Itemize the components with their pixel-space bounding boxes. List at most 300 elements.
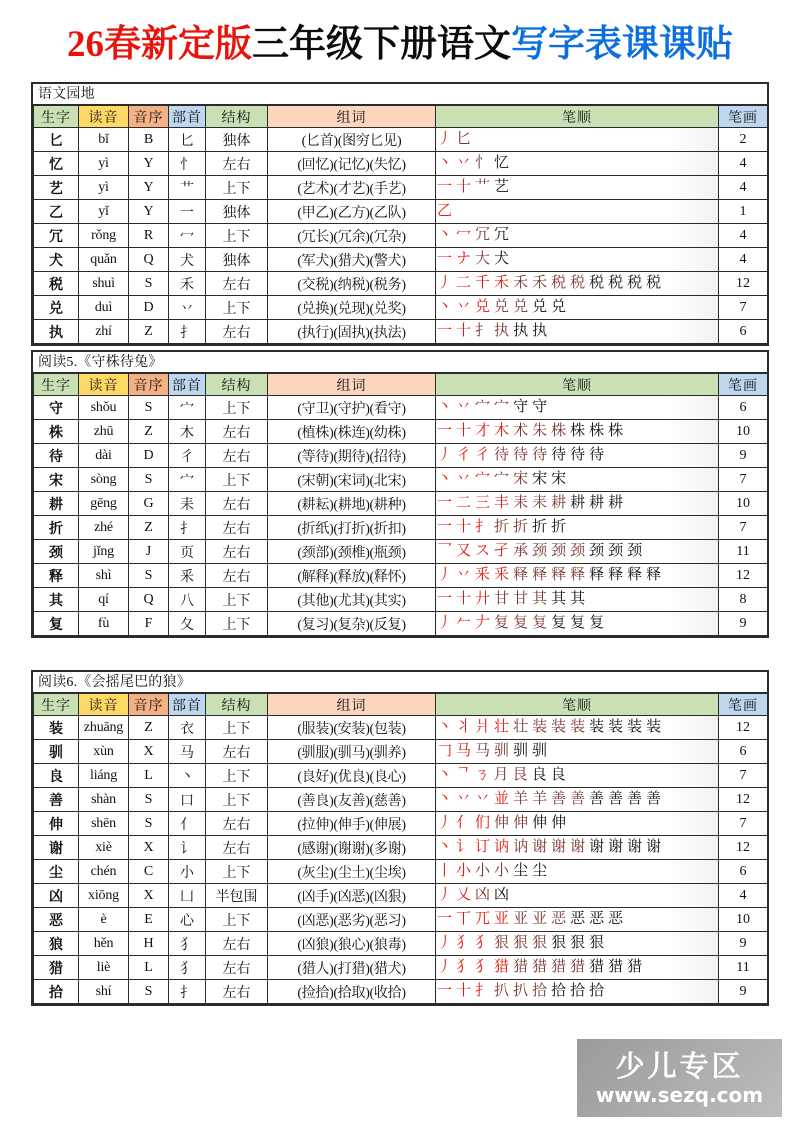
stroke-step: 待	[570, 447, 586, 463]
cell-words: (冗长)(冗余)(冗杂)	[268, 224, 436, 248]
cell-character: 匕	[34, 128, 79, 152]
cell-pinyin: zhū	[79, 420, 129, 444]
cell-stroke-count: 7	[719, 468, 768, 492]
stroke-step: 伸	[494, 815, 510, 831]
table-row	[34, 860, 768, 884]
stroke-step: 拾	[589, 983, 605, 999]
cell-character: 艺	[34, 176, 79, 200]
cell-words: (凶手)(凶恶)(凶狠)	[268, 884, 436, 908]
cell-stroke-order	[436, 812, 719, 836]
page-title	[0, 24, 800, 66]
table-header-row	[34, 106, 768, 128]
cell-initial: Z	[129, 516, 169, 540]
cell-stroke-count: 4	[719, 176, 768, 200]
stroke-step: 猎	[627, 959, 643, 975]
column-header-radical: 部首	[169, 694, 206, 716]
stroke-step: 兑	[551, 299, 567, 315]
stroke-step: 丷	[475, 791, 491, 807]
cell-words: (军犬)(猎犬)(警犬)	[268, 248, 436, 272]
cell-stroke-order	[436, 320, 719, 344]
section-reading-6	[31, 670, 769, 1006]
stroke-step: 善	[608, 791, 624, 807]
cell-stroke-count: 4	[719, 152, 768, 176]
stroke-step: 犭	[475, 959, 491, 975]
stroke-step: 丿	[437, 959, 453, 975]
stroke-step: 丿	[437, 935, 453, 951]
stroke-step: 株	[608, 423, 624, 439]
cell-stroke-order	[436, 588, 719, 612]
stroke-step: 十	[456, 983, 472, 999]
cell-stroke-count: 4	[719, 224, 768, 248]
cell-stroke-order	[436, 980, 719, 1004]
stroke-step: 善	[570, 791, 586, 807]
cell-structure: 左右	[206, 420, 268, 444]
stroke-step: 羊	[513, 791, 529, 807]
cell-radical: 禾	[169, 272, 206, 296]
stroke-step: 马	[456, 743, 472, 759]
table-body	[34, 128, 768, 344]
stroke-step: 丰	[494, 495, 510, 511]
stroke-step: ㄋ	[474, 767, 490, 783]
cell-initial: H	[129, 932, 169, 956]
stroke-step: 待	[532, 447, 548, 463]
cell-structure: 上下	[206, 396, 268, 420]
cell-character: 狼	[34, 932, 79, 956]
cell-words: (灰尘)(尘土)(尘埃)	[268, 860, 436, 884]
section-title: 阅读5.《守株待兔》	[33, 352, 767, 373]
stroke-step: 扒	[494, 983, 510, 999]
cell-words: (服装)(安装)(包装)	[268, 716, 436, 740]
cell-structure: 左右	[206, 740, 268, 764]
stroke-step: 扌	[475, 983, 491, 999]
cell-structure: 左右	[206, 540, 268, 564]
stroke-step: ᄀ	[456, 767, 471, 783]
column-header-pinyin: 读音	[79, 374, 129, 396]
stroke-step: 订	[475, 839, 491, 855]
stroke-step: 丷	[456, 567, 472, 583]
stroke-step: 株	[551, 423, 567, 439]
section-yuwenyuandi	[31, 82, 769, 346]
stroke-step: 耒	[513, 495, 529, 511]
cell-character: 乙	[34, 200, 79, 224]
cell-words: (执行)(固执)(执法)	[268, 320, 436, 344]
cell-character: 拾	[34, 980, 79, 1004]
cell-initial: S	[129, 980, 169, 1004]
cell-words: (艺术)(才艺)(手艺)	[268, 176, 436, 200]
cell-structure: 独体	[206, 200, 268, 224]
stroke-step: 谢	[551, 839, 567, 855]
cell-pinyin: jǐng	[79, 540, 129, 564]
table-body	[34, 716, 768, 1004]
cell-stroke-order	[436, 444, 719, 468]
cell-stroke-count: 9	[719, 612, 768, 636]
stroke-step: 宀	[475, 471, 491, 487]
stroke-step: 猎	[589, 959, 605, 975]
stroke-step: 二	[456, 275, 472, 291]
cell-radical: 扌	[169, 320, 206, 344]
cell-structure: 左右	[206, 516, 268, 540]
table-row	[34, 740, 768, 764]
stroke-step: 宋	[551, 471, 567, 487]
cell-words: (颈部)(颈椎)(瓶颈)	[268, 540, 436, 564]
cell-pinyin: rǒng	[79, 224, 129, 248]
stroke-step: 复	[589, 615, 605, 631]
cell-stroke-order	[436, 540, 719, 564]
stroke-step: 装	[570, 719, 586, 735]
stroke-step: 待	[551, 447, 567, 463]
stroke-step: 亚	[532, 911, 548, 927]
cell-stroke-order	[436, 176, 719, 200]
stroke-step: 月	[493, 767, 509, 783]
table-row	[34, 296, 768, 320]
stroke-step: 𠂇	[475, 615, 491, 631]
table-row	[34, 540, 768, 564]
character-table	[33, 105, 768, 344]
stroke-step: 丿	[437, 131, 453, 147]
stroke-step: 一	[437, 323, 453, 339]
stroke-step: 壮	[494, 719, 510, 735]
stroke-step: 艹	[475, 179, 491, 195]
cell-stroke-order	[436, 516, 719, 540]
cell-stroke-order	[436, 908, 719, 932]
cell-stroke-count: 2	[719, 128, 768, 152]
cell-structure: 上下	[206, 224, 268, 248]
cell-stroke-count: 9	[719, 444, 768, 468]
cell-words: (植株)(株连)(幼株)	[268, 420, 436, 444]
cell-radical: 扌	[169, 516, 206, 540]
stroke-step: 爿	[475, 719, 491, 735]
stroke-step: 丿	[437, 447, 453, 463]
stroke-step: 才	[475, 423, 491, 439]
stroke-step: 恶	[551, 911, 567, 927]
stroke-step: 兑	[513, 299, 529, 315]
stroke-step: 又	[456, 543, 472, 559]
cell-character: 其	[34, 588, 79, 612]
cell-character: 恶	[34, 908, 79, 932]
cell-words: (感谢)(谢谢)(多谢)	[268, 836, 436, 860]
stroke-step: 乂	[456, 887, 472, 903]
stroke-step: 甘	[494, 591, 510, 607]
cell-pinyin: zhí	[79, 320, 129, 344]
stroke-step: 待	[589, 447, 605, 463]
stroke-step: 株	[570, 423, 586, 439]
stroke-step: 善	[646, 791, 662, 807]
stroke-step: 折	[513, 519, 529, 535]
cell-radical: 忄	[169, 152, 206, 176]
stroke-step: 禾	[532, 275, 548, 291]
cell-initial: Y	[129, 176, 169, 200]
stroke-step: 並	[494, 791, 510, 807]
stroke-step: 丶	[437, 227, 453, 243]
stroke-step: 复	[551, 615, 567, 631]
stroke-step: 谢	[608, 839, 624, 855]
column-header-initial: 音序	[129, 106, 169, 128]
cell-structure: 左右	[206, 932, 268, 956]
cell-stroke-order	[436, 932, 719, 956]
cell-character: 守	[34, 396, 79, 420]
stroke-step: 丶	[437, 791, 453, 807]
cell-radical: 八	[169, 588, 206, 612]
title-segment-blue: 写字表课课贴	[511, 24, 733, 65]
cell-stroke-order	[436, 492, 719, 516]
stroke-step: 宀	[494, 399, 510, 415]
cell-character: 释	[34, 564, 79, 588]
cell-structure: 上下	[206, 716, 268, 740]
stroke-step: 守	[513, 399, 529, 415]
cell-pinyin: quǎn	[79, 248, 129, 272]
stroke-step: 丿	[437, 567, 453, 583]
stroke-step: 税	[627, 275, 643, 291]
stroke-step: 颈	[608, 543, 624, 559]
stroke-step: 恶	[608, 911, 624, 927]
cell-initial: E	[129, 908, 169, 932]
cell-pinyin: shì	[79, 564, 129, 588]
cell-initial: Q	[129, 588, 169, 612]
cell-structure: 上下	[206, 588, 268, 612]
stroke-step: 扒	[513, 983, 529, 999]
cell-words: (等待)(期待)(招待)	[268, 444, 436, 468]
cell-words: (甲乙)(乙方)(乙队)	[268, 200, 436, 224]
cell-character: 凶	[34, 884, 79, 908]
cell-pinyin: bǐ	[79, 128, 129, 152]
cell-character: 伸	[34, 812, 79, 836]
cell-stroke-count: 12	[719, 272, 768, 296]
stroke-step: 谢	[646, 839, 662, 855]
cell-stroke-order	[436, 716, 719, 740]
stroke-step: 兀	[475, 911, 491, 927]
cell-words: (其他)(尤其)(其实)	[268, 588, 436, 612]
cell-initial: Z	[129, 716, 169, 740]
cell-stroke-order	[436, 272, 719, 296]
stroke-step: 十	[456, 591, 472, 607]
cell-words: (捡拾)(拾取)(收拾)	[268, 980, 436, 1004]
cell-stroke-count: 4	[719, 884, 768, 908]
cell-stroke-count: 6	[719, 320, 768, 344]
stroke-step: 𠃌	[437, 743, 453, 759]
stroke-step: 税	[589, 275, 605, 291]
table-row	[34, 588, 768, 612]
cell-pinyin: shuì	[79, 272, 129, 296]
stroke-step: 装	[589, 719, 605, 735]
table-row	[34, 152, 768, 176]
cell-structure: 上下	[206, 176, 268, 200]
stroke-step: 丷	[456, 299, 472, 315]
character-table	[33, 693, 768, 1004]
cell-radical: 讠	[169, 836, 206, 860]
cell-stroke-count: 8	[719, 588, 768, 612]
cell-words: (善良)(友善)(慈善)	[268, 788, 436, 812]
cell-initial: Y	[129, 200, 169, 224]
cell-stroke-order	[436, 152, 719, 176]
cell-radical: 凵	[169, 884, 206, 908]
cell-pinyin: yǐ	[79, 200, 129, 224]
stroke-step: 术	[513, 423, 529, 439]
cell-stroke-count: 12	[719, 716, 768, 740]
stroke-step: 良	[531, 767, 547, 783]
stroke-step: 狠	[551, 935, 567, 951]
stroke-step: 猎	[532, 959, 548, 975]
stroke-step: 犭	[456, 935, 472, 951]
stroke-step: 冖	[456, 227, 472, 243]
stroke-step: 宋	[513, 471, 529, 487]
stroke-step: 复	[570, 615, 586, 631]
stroke-step: 十	[456, 323, 472, 339]
stroke-step: 丷	[456, 155, 472, 171]
cell-radical: 夂	[169, 612, 206, 636]
table-row	[34, 980, 768, 1004]
stroke-step: 釆	[494, 567, 510, 583]
cell-structure: 左右	[206, 980, 268, 1004]
cell-pinyin: shēn	[79, 812, 129, 836]
stroke-step: 十	[456, 519, 472, 535]
stroke-step: 伸	[551, 815, 567, 831]
stroke-step: 彳	[456, 447, 472, 463]
stroke-step: 拾	[532, 983, 548, 999]
stroke-step: 释	[646, 567, 662, 583]
cell-initial: Z	[129, 320, 169, 344]
stroke-step: 扌	[475, 519, 491, 535]
column-header-structure: 结构	[206, 374, 268, 396]
stroke-step: 犭	[475, 935, 491, 951]
cell-radical: 冖	[169, 224, 206, 248]
cell-initial: S	[129, 468, 169, 492]
column-header-initial: 音序	[129, 694, 169, 716]
stroke-step: 其	[570, 591, 586, 607]
stroke-step: 伸	[513, 815, 529, 831]
cell-pinyin: chén	[79, 860, 129, 884]
stroke-step: 二	[456, 495, 472, 511]
stroke-step: 颈	[627, 543, 643, 559]
column-header-stroke-count: 笔画	[719, 694, 768, 716]
stroke-step: 耕	[608, 495, 624, 511]
cell-radical: 木	[169, 420, 206, 444]
table-row	[34, 492, 768, 516]
cell-stroke-order	[436, 396, 719, 420]
cell-initial: Y	[129, 152, 169, 176]
cell-character: 尘	[34, 860, 79, 884]
cell-initial: X	[129, 740, 169, 764]
stroke-step: 狠	[589, 935, 605, 951]
stroke-step: 税	[646, 275, 662, 291]
stroke-step: 兑	[532, 299, 548, 315]
cell-structure: 左右	[206, 812, 268, 836]
stroke-step: 丶	[437, 767, 453, 783]
cell-character: 冗	[34, 224, 79, 248]
stroke-step: 猎	[513, 959, 529, 975]
cell-radical: 一	[169, 200, 206, 224]
stroke-step: 彳	[475, 447, 491, 463]
cell-character: 耕	[34, 492, 79, 516]
stroke-step: 折	[551, 519, 567, 535]
stroke-step: 驯	[513, 743, 529, 759]
column-header-initial: 音序	[129, 374, 169, 396]
cell-character: 宋	[34, 468, 79, 492]
cell-radical: 宀	[169, 396, 206, 420]
cell-initial: X	[129, 884, 169, 908]
cell-pinyin: shǒu	[79, 396, 129, 420]
column-header-stroke-count: 笔画	[719, 374, 768, 396]
cell-radical: 扌	[169, 980, 206, 1004]
cell-words: (耕耘)(耕地)(耕种)	[268, 492, 436, 516]
cell-initial: L	[129, 956, 169, 980]
stroke-step: 复	[494, 615, 510, 631]
stroke-step: 丶	[437, 839, 453, 855]
cell-character: 犬	[34, 248, 79, 272]
cell-radical: 页	[169, 540, 206, 564]
stroke-step: 扌	[475, 323, 491, 339]
stroke-step: 丿	[437, 887, 453, 903]
cell-pinyin: shàn	[79, 788, 129, 812]
character-table	[33, 373, 768, 636]
stroke-step: 忄	[475, 155, 491, 171]
stroke-step: 驯	[494, 743, 510, 759]
table-row	[34, 248, 768, 272]
table-row	[34, 272, 768, 296]
stroke-step: 谢	[532, 839, 548, 855]
table-row	[34, 200, 768, 224]
stroke-step: 谢	[570, 839, 586, 855]
cell-words: (回忆)(记忆)(失忆)	[268, 152, 436, 176]
stroke-step: 丨	[437, 863, 453, 879]
stroke-step: 颈	[551, 543, 567, 559]
cell-structure: 左右	[206, 956, 268, 980]
table-row	[34, 956, 768, 980]
cell-stroke-count: 9	[719, 932, 768, 956]
stroke-step: 其	[532, 591, 548, 607]
stroke-step: 兑	[494, 299, 510, 315]
cell-stroke-order	[436, 836, 719, 860]
table-row	[34, 764, 768, 788]
table-row	[34, 788, 768, 812]
cell-stroke-count: 4	[719, 248, 768, 272]
cell-radical: 亻	[169, 812, 206, 836]
cell-structure: 上下	[206, 860, 268, 884]
cell-stroke-count: 7	[719, 296, 768, 320]
stroke-step: 善	[627, 791, 643, 807]
stroke-step: 折	[532, 519, 548, 535]
cell-stroke-count: 10	[719, 420, 768, 444]
stroke-step: 十	[456, 423, 472, 439]
stroke-step: 猎	[570, 959, 586, 975]
cell-radical: 丷	[169, 296, 206, 320]
column-header-words: 组词	[268, 106, 436, 128]
cell-pinyin: duì	[79, 296, 129, 320]
cell-pinyin: sòng	[79, 468, 129, 492]
cell-stroke-count: 6	[719, 860, 768, 884]
table-row	[34, 396, 768, 420]
section-reading-5	[31, 350, 769, 638]
cell-structure: 左右	[206, 444, 268, 468]
stroke-step: 恶	[570, 911, 586, 927]
cell-pinyin: zhé	[79, 516, 129, 540]
stroke-step: 拾	[570, 983, 586, 999]
cell-structure: 上下	[206, 908, 268, 932]
stroke-step: 装	[627, 719, 643, 735]
cell-stroke-order	[436, 764, 719, 788]
cell-stroke-order	[436, 564, 719, 588]
stroke-step: 犭	[456, 959, 472, 975]
cell-structure: 上下	[206, 612, 268, 636]
stroke-step: 小	[475, 863, 491, 879]
cell-character: 税	[34, 272, 79, 296]
cell-initial: F	[129, 612, 169, 636]
stroke-step: 尘	[513, 863, 529, 879]
cell-structure: 上下	[206, 468, 268, 492]
cell-structure: 半包围	[206, 884, 268, 908]
column-header-stroke-order: 笔顺	[436, 374, 719, 396]
cell-stroke-order	[436, 248, 719, 272]
cell-stroke-order	[436, 860, 719, 884]
